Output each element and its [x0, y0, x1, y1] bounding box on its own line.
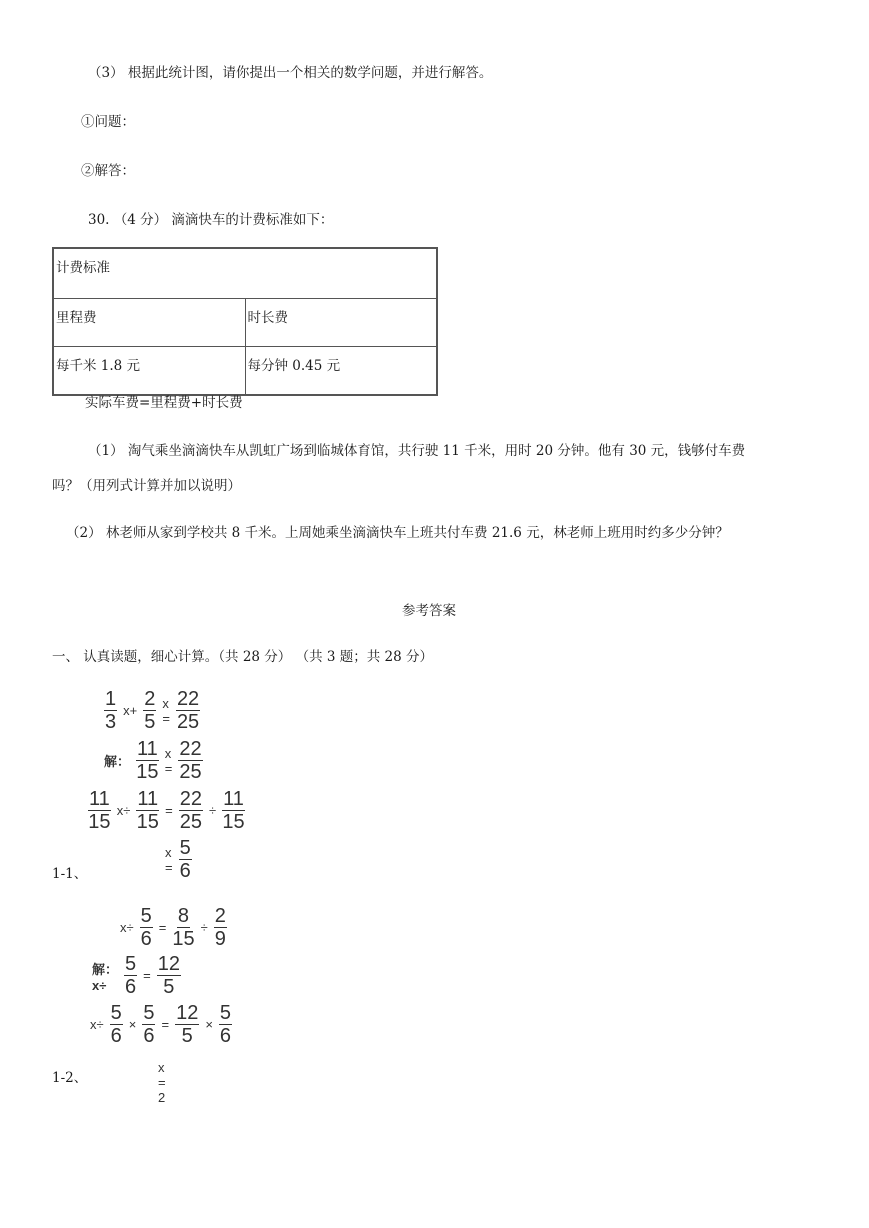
fraction — [157, 954, 181, 997]
table-header-mileage: 里程费 — [53, 299, 245, 347]
sol1-eq2 — [104, 739, 203, 782]
denominator: 15 — [222, 811, 245, 833]
operator: × — [205, 1017, 213, 1032]
fraction — [124, 954, 137, 997]
fraction — [104, 689, 117, 732]
solve-label: 解： — [104, 754, 131, 769]
sol1-eq3 — [88, 789, 245, 832]
fraction — [219, 1003, 232, 1046]
denominator: 25 — [179, 761, 202, 783]
operator: x÷ — [90, 1017, 104, 1032]
denominator: 25 — [179, 811, 203, 833]
denominator: 5 — [163, 976, 175, 998]
numerator: 5 — [179, 837, 191, 859]
q29-answer-label: ②解答： — [81, 163, 135, 179]
q30-formula: 实际车费=里程费+时长费 — [85, 395, 243, 411]
operator: x÷ — [116, 803, 131, 818]
denominator: 25 — [176, 711, 200, 733]
denominator: 15 — [136, 761, 159, 783]
numerator: 2 — [144, 688, 156, 710]
fraction — [143, 689, 156, 732]
q30-part2: （2） 林老师从家到学校共 8 千米。上周她乘坐滴滴快车上班共付车费 21.6 元，林老师上班用时约多少分钟？ — [66, 525, 729, 541]
operator: x÷ — [120, 920, 134, 935]
denominator: 15 — [172, 928, 195, 950]
fraction — [172, 906, 194, 949]
operator: = — [165, 803, 173, 818]
q30-part1-line2: 吗？（用列式计算并加以说明） — [52, 478, 241, 494]
numerator: 11 — [223, 788, 244, 810]
numerator: 2 — [214, 905, 226, 927]
answer-label-1-1: 1-1、 — [52, 866, 88, 882]
sol2-eq4 — [158, 1060, 166, 1105]
operator: ÷ — [209, 803, 217, 818]
numerator: 5 — [125, 953, 137, 975]
numerator: 22 — [179, 788, 203, 810]
numerator: 11 — [137, 738, 158, 760]
denominator: 6 — [219, 1025, 232, 1047]
operator: × — [128, 1017, 137, 1032]
fraction — [179, 838, 192, 881]
denominator: 6 — [140, 928, 152, 950]
denominator: 5 — [144, 711, 156, 733]
denominator: 6 — [179, 860, 191, 882]
fraction — [88, 789, 111, 832]
fraction — [214, 906, 227, 949]
denominator: 5 — [181, 1025, 193, 1047]
denominator: 6 — [125, 976, 137, 998]
denominator: 3 — [105, 711, 117, 733]
table-value-duration: 每分钟 0.45 元 — [245, 347, 437, 396]
table-title: 计费标准 — [53, 248, 437, 299]
denominator: 6 — [110, 1025, 122, 1047]
numerator: 11 — [89, 788, 110, 810]
fraction — [142, 1003, 155, 1046]
q30-part1-line1: （1） 淘气乘坐滴滴快车从凯虹广场到临城体育馆，共行驶 11 千米，用时 20 分钟。他有 30 元，钱够付车费 — [88, 443, 746, 459]
operator: x = — [165, 844, 173, 875]
denominator: 6 — [143, 1025, 155, 1047]
fraction — [222, 789, 245, 832]
operator: = — [143, 968, 151, 983]
answers-section1: 一、 认真读题，细心计算。（共 28 分） （共 3 题；共 28 分） — [52, 649, 434, 665]
q30-header: 30. （4 分） 滴滴快车的计费标准如下： — [88, 212, 334, 228]
numerator: 12 — [157, 953, 180, 975]
numerator: 22 — [176, 688, 200, 710]
numerator: 5 — [143, 1002, 155, 1024]
fraction — [175, 1003, 199, 1046]
final-answer: x = 2 — [158, 1060, 166, 1105]
answer-label-1-2: 1-2、 — [52, 1070, 88, 1086]
sol2-eq1 — [120, 906, 227, 949]
fraction — [176, 689, 200, 732]
operator: x+ — [123, 703, 138, 718]
fraction — [110, 1003, 123, 1046]
operator: x = — [162, 695, 170, 726]
denominator: 15 — [88, 811, 111, 833]
denominator: 9 — [214, 928, 226, 950]
solve-label: 解：x÷ — [92, 961, 119, 993]
numerator: 1 — [105, 688, 117, 710]
table-value-mileage: 每千米 1.8 元 — [53, 347, 245, 396]
q29-part3: （3） 根据此统计图，请你提出一个相关的数学问题，并进行解答。 — [88, 65, 493, 81]
sol1-eq1 — [104, 689, 200, 732]
denominator: 15 — [136, 811, 159, 833]
numerator: 5 — [140, 905, 152, 927]
table-header-duration: 时长费 — [245, 299, 437, 347]
fraction — [140, 906, 153, 949]
numerator: 5 — [110, 1002, 122, 1024]
numerator: 11 — [137, 788, 159, 810]
numerator: 22 — [179, 738, 202, 760]
operator: x = — [164, 745, 173, 776]
answers-title: 参考答案 — [402, 603, 456, 619]
fraction — [136, 789, 159, 832]
numerator: 12 — [176, 1002, 199, 1024]
operator: = — [161, 1017, 170, 1032]
numerator: 8 — [177, 905, 190, 927]
sol2-eq2 — [92, 954, 181, 997]
q29-question-label: ①问题： — [81, 114, 135, 130]
fraction — [178, 739, 202, 782]
fraction — [179, 789, 203, 832]
operator: = — [158, 920, 167, 935]
fraction — [136, 739, 159, 782]
numerator: 5 — [219, 1002, 232, 1024]
operator: ÷ — [200, 920, 208, 935]
sol2-eq3 — [90, 1003, 232, 1046]
fee-standard-table — [52, 247, 438, 396]
sol1-eq4 — [165, 838, 192, 881]
